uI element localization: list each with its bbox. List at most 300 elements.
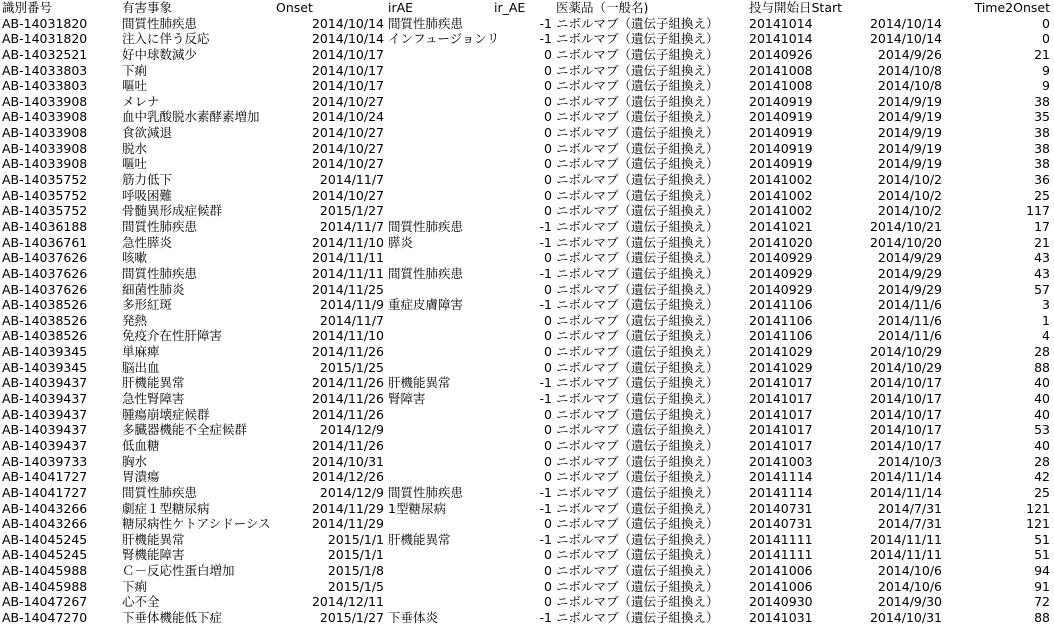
cell-start-code: 20141106 xyxy=(749,312,813,328)
cell-ir-ae: 0 xyxy=(544,250,552,266)
cell-onset: 2014/11/26 xyxy=(311,406,384,422)
cell-adverse-event: 心不全 xyxy=(122,594,160,610)
cell-time2onset: 94 xyxy=(1034,563,1050,579)
cell-drug: ニボルマブ（遺伝子組換え） xyxy=(556,140,719,156)
cell-start-code: 20140919 xyxy=(749,125,813,141)
cell-ir-ae: 0 xyxy=(544,312,552,328)
cell-ir-ae: 0 xyxy=(544,422,552,438)
cell-irae xyxy=(388,47,508,63)
cell-drug: ニボルマブ（遺伝子組換え） xyxy=(556,406,719,422)
cell-id: AB-14039733 xyxy=(2,453,88,469)
cell-drug: ニボルマブ（遺伝子組換え） xyxy=(556,437,719,453)
cell-irae xyxy=(388,282,508,298)
header-adverse-event: 有害事象 xyxy=(122,0,173,15)
table-row xyxy=(0,579,1054,595)
cell-start-date: 2014/9/30 xyxy=(877,594,942,610)
cell-irae xyxy=(388,63,508,79)
cell-onset: 2014/11/10 xyxy=(311,328,384,344)
cell-start-code: 20141006 xyxy=(749,563,813,579)
header-id: 識別番号 xyxy=(2,0,53,15)
cell-drug: ニボルマブ（遺伝子組換え） xyxy=(556,469,719,485)
cell-time2onset: 42 xyxy=(1034,469,1050,485)
cell-adverse-event: 呼吸困難 xyxy=(122,187,173,203)
cell-adverse-event: 間質性肺疾患 xyxy=(122,15,198,31)
cell-start-date: 2014/10/8 xyxy=(877,78,942,94)
cell-drug: ニボルマブ（遺伝子組換え） xyxy=(556,609,719,625)
cell-drug: ニボルマブ（遺伝子組換え） xyxy=(556,578,719,594)
cell-adverse-event: 急性膵炎 xyxy=(122,234,173,250)
cell-start-code: 20140919 xyxy=(749,156,813,172)
cell-ir-ae: 0 xyxy=(544,406,552,422)
cell-onset: 2015/1/25 xyxy=(319,359,384,375)
cell-adverse-event: 免疫介在性肝障害 xyxy=(122,328,223,344)
cell-ir-ae: -1 xyxy=(539,297,552,313)
cell-onset: 2014/11/29 xyxy=(311,500,384,516)
cell-adverse-event: 脳出血 xyxy=(122,359,160,375)
cell-onset: 2015/1/5 xyxy=(327,578,384,594)
cell-irae xyxy=(388,454,508,470)
cell-start-code: 20140930 xyxy=(749,594,813,610)
cell-drug: ニボルマブ（遺伝子組換え） xyxy=(556,15,719,31)
cell-id: AB-14038526 xyxy=(2,297,88,313)
table-row xyxy=(0,454,1054,470)
cell-time2onset: 88 xyxy=(1034,609,1050,625)
table-row xyxy=(0,172,1054,188)
cell-start-date: 2014/10/17 xyxy=(869,391,942,407)
cell-start-date: 2014/7/31 xyxy=(877,516,942,532)
cell-id: AB-14037626 xyxy=(2,265,88,281)
table-row xyxy=(0,516,1054,532)
table-body xyxy=(0,16,1054,626)
cell-start-code: 20141111 xyxy=(749,531,813,547)
cell-time2onset: 17 xyxy=(1034,218,1050,234)
cell-id: AB-14038526 xyxy=(2,328,88,344)
cell-onset: 2015/1/1 xyxy=(327,547,384,563)
cell-time2onset: 0 xyxy=(1042,15,1050,31)
cell-onset: 2015/1/27 xyxy=(319,609,384,625)
cell-irae: 下垂体炎 xyxy=(388,609,439,625)
cell-drug: ニボルマブ（遺伝子組換え） xyxy=(556,62,719,78)
table-row xyxy=(0,63,1054,79)
cell-id: AB-14035752 xyxy=(2,203,88,219)
cell-ir-ae: 0 xyxy=(544,203,552,219)
cell-drug: ニボルマブ（遺伝子組換え） xyxy=(556,172,719,188)
cell-adverse-event: 骨髄異形成症候群 xyxy=(122,203,223,219)
cell-drug: ニボルマブ（遺伝子組換え） xyxy=(556,484,719,500)
cell-ir-ae: -1 xyxy=(539,531,552,547)
cell-start-date: 2014/11/6 xyxy=(877,312,942,328)
cell-start-code: 20141106 xyxy=(749,297,813,313)
cell-onset: 2014/11/11 xyxy=(311,250,384,266)
cell-start-date: 2014/10/29 xyxy=(869,359,942,375)
cell-ir-ae: 0 xyxy=(544,78,552,94)
cell-id: AB-14033803 xyxy=(2,78,88,94)
cell-id: AB-14036188 xyxy=(2,218,88,234)
table-row xyxy=(0,610,1054,626)
cell-ir-ae: -1 xyxy=(539,609,552,625)
cell-drug: ニボルマブ（遺伝子組換え） xyxy=(556,297,719,313)
table-header-row xyxy=(0,0,1054,16)
cell-time2onset: 3 xyxy=(1042,297,1050,313)
cell-drug: ニボルマブ（遺伝子組換え） xyxy=(556,563,719,579)
cell-ir-ae: -1 xyxy=(539,484,552,500)
cell-id: AB-14039437 xyxy=(2,406,88,422)
cell-irae: 肝機能異常 xyxy=(388,531,451,547)
cell-adverse-event: 糖尿病性ケトアシドーシス xyxy=(122,516,271,532)
cell-id: AB-14039345 xyxy=(2,344,88,360)
cell-irae xyxy=(388,203,508,219)
cell-onset: 2014/11/7 xyxy=(319,218,384,234)
cell-start-code: 20141114 xyxy=(749,469,813,485)
table-row xyxy=(0,438,1054,454)
cell-onset: 2014/10/31 xyxy=(311,453,384,469)
cell-adverse-event: 間質性肺疾患 xyxy=(122,265,198,281)
cell-time2onset: 38 xyxy=(1034,140,1050,156)
cell-start-date: 2014/10/14 xyxy=(869,31,942,47)
cell-adverse-event: 食欲減退 xyxy=(122,125,173,141)
cell-adverse-event: 下痢 xyxy=(122,62,148,78)
cell-time2onset: 88 xyxy=(1034,359,1050,375)
cell-irae: 肝機能異常 xyxy=(388,375,451,391)
cell-adverse-event: 単麻痺 xyxy=(122,344,160,360)
cell-irae xyxy=(388,563,508,579)
cell-onset: 2014/11/7 xyxy=(319,312,384,328)
cell-adverse-event: 嘔吐 xyxy=(122,78,148,94)
table-row xyxy=(0,31,1054,47)
cell-onset: 2015/1/8 xyxy=(327,563,384,579)
cell-adverse-event: 筋力低下 xyxy=(122,172,173,188)
cell-time2onset: 21 xyxy=(1034,234,1050,250)
cell-drug: ニボルマブ（遺伝子組換え） xyxy=(556,109,719,125)
cell-drug: ニボルマブ（遺伝子組換え） xyxy=(556,312,719,328)
cell-id: AB-14047267 xyxy=(2,594,88,610)
cell-time2onset: 35 xyxy=(1034,109,1050,125)
cell-onset: 2014/11/11 xyxy=(311,265,384,281)
table-row xyxy=(0,203,1054,219)
cell-start-code: 20141002 xyxy=(749,187,813,203)
cell-drug: ニボルマブ（遺伝子組換え） xyxy=(556,93,719,109)
cell-start-code: 20140926 xyxy=(749,46,813,62)
cell-start-date: 2014/10/17 xyxy=(869,437,942,453)
table-row xyxy=(0,407,1054,423)
cell-irae: 間質性肺疾患 xyxy=(388,265,464,281)
cell-ir-ae: -1 xyxy=(539,391,552,407)
cell-onset: 2014/10/14 xyxy=(311,15,384,31)
cell-start-code: 20141006 xyxy=(749,578,813,594)
cell-adverse-event: 咳嗽 xyxy=(122,250,148,266)
cell-onset: 2014/10/27 xyxy=(311,140,384,156)
cell-ir-ae: 0 xyxy=(544,328,552,344)
cell-irae xyxy=(388,469,508,485)
cell-time2onset: 40 xyxy=(1034,437,1050,453)
cell-start-date: 2014/9/26 xyxy=(877,46,942,62)
cell-irae xyxy=(388,156,508,172)
cell-time2onset: 28 xyxy=(1034,453,1050,469)
cell-time2onset: 53 xyxy=(1034,422,1050,438)
header-drug: 医薬品（一般名) xyxy=(556,0,649,15)
cell-adverse-event: 多臓器機能不全症候群 xyxy=(122,422,248,438)
cell-drug: ニボルマブ（遺伝子組換え） xyxy=(556,46,719,62)
cell-start-date: 2014/10/21 xyxy=(869,218,942,234)
cell-onset: 2014/12/11 xyxy=(311,594,384,610)
cell-onset: 2014/10/27 xyxy=(311,93,384,109)
header-onset: Onset xyxy=(276,0,313,15)
cell-drug: ニボルマブ（遺伝子組換え） xyxy=(556,391,719,407)
cell-id: AB-14036761 xyxy=(2,234,88,250)
cell-ir-ae: 0 xyxy=(544,359,552,375)
cell-start-code: 20140929 xyxy=(749,265,813,281)
cell-irae xyxy=(388,579,508,595)
cell-drug: ニボルマブ（遺伝子組換え） xyxy=(556,31,719,47)
cell-irae xyxy=(388,250,508,266)
cell-drug: ニボルマブ（遺伝子組換え） xyxy=(556,422,719,438)
table-row xyxy=(0,16,1054,32)
cell-id: AB-14039437 xyxy=(2,437,88,453)
cell-start-date: 2014/10/29 xyxy=(869,344,942,360)
table-row xyxy=(0,469,1054,485)
cell-start-code: 20141029 xyxy=(749,359,813,375)
cell-onset: 2014/11/25 xyxy=(311,281,384,297)
cell-drug: ニボルマブ（遺伝子組換え） xyxy=(556,265,719,281)
cell-start-code: 20141029 xyxy=(749,344,813,360)
cell-start-date: 2014/9/19 xyxy=(877,93,942,109)
table-row xyxy=(0,391,1054,407)
cell-ir-ae: 0 xyxy=(544,453,552,469)
cell-start-code: 20141003 xyxy=(749,453,813,469)
cell-irae: 重症皮膚障害 xyxy=(388,297,464,313)
cell-drug: ニボルマブ（遺伝子組換え） xyxy=(556,344,719,360)
cell-onset: 2014/11/26 xyxy=(311,391,384,407)
cell-adverse-event: 脱水 xyxy=(122,140,148,156)
cell-drug: ニボルマブ（遺伝子組換え） xyxy=(556,250,719,266)
cell-id: AB-14041727 xyxy=(2,484,88,500)
cell-time2onset: 38 xyxy=(1034,156,1050,172)
cell-ir-ae: 0 xyxy=(544,344,552,360)
cell-adverse-event: 間質性肺疾患 xyxy=(122,484,198,500)
cell-irae xyxy=(388,188,508,204)
cell-drug: ニボルマブ（遺伝子組換え） xyxy=(556,328,719,344)
cell-time2onset: 40 xyxy=(1034,391,1050,407)
cell-time2onset: 40 xyxy=(1034,375,1050,391)
table-row xyxy=(0,125,1054,141)
cell-start-date: 2014/11/11 xyxy=(869,547,942,563)
cell-adverse-event: 胸水 xyxy=(122,453,148,469)
cell-onset: 2014/10/27 xyxy=(311,187,384,203)
cell-start-date: 2014/10/17 xyxy=(869,422,942,438)
cell-start-date: 2014/9/19 xyxy=(877,109,942,125)
cell-irae xyxy=(388,94,508,110)
cell-time2onset: 38 xyxy=(1034,125,1050,141)
cell-drug: ニボルマブ（遺伝子組換え） xyxy=(556,187,719,203)
cell-irae xyxy=(388,344,508,360)
cell-start-code: 20140731 xyxy=(749,516,813,532)
cell-onset: 2014/10/17 xyxy=(311,62,384,78)
cell-start-code: 20141106 xyxy=(749,328,813,344)
cell-id: AB-14035752 xyxy=(2,187,88,203)
cell-start-date: 2014/10/6 xyxy=(877,578,942,594)
cell-id: AB-14038526 xyxy=(2,312,88,328)
cell-start-code: 20141017 xyxy=(749,406,813,422)
table-row xyxy=(0,47,1054,63)
cell-adverse-event: 急性腎障害 xyxy=(122,391,185,407)
cell-ir-ae: 0 xyxy=(544,109,552,125)
table-row xyxy=(0,94,1054,110)
cell-adverse-event: 胃潰瘍 xyxy=(122,469,160,485)
cell-onset: 2014/11/26 xyxy=(311,437,384,453)
cell-start-date: 2014/7/31 xyxy=(877,500,942,516)
cell-time2onset: 91 xyxy=(1034,578,1050,594)
cell-ir-ae: -1 xyxy=(539,234,552,250)
cell-start-code: 20141008 xyxy=(749,62,813,78)
cell-start-date: 2014/9/19 xyxy=(877,156,942,172)
cell-ir-ae: 0 xyxy=(544,516,552,532)
cell-drug: ニボルマブ（遺伝子組換え） xyxy=(556,78,719,94)
cell-drug: ニボルマブ（遺伝子組換え） xyxy=(556,594,719,610)
table-row xyxy=(0,422,1054,438)
cell-time2onset: 9 xyxy=(1042,62,1050,78)
cell-onset: 2014/10/17 xyxy=(311,78,384,94)
cell-id: AB-14045988 xyxy=(2,563,88,579)
cell-adverse-event: 好中球数減少 xyxy=(122,46,198,62)
cell-start-date: 2014/10/14 xyxy=(869,15,942,31)
header-ir-ae: ir_AE xyxy=(494,0,526,15)
cell-ir-ae: 0 xyxy=(544,594,552,610)
cell-irae: 間質性肺疾患 xyxy=(388,15,464,31)
cell-adverse-event: メレナ xyxy=(122,93,160,109)
table-row xyxy=(0,563,1054,579)
cell-adverse-event: 低血糖 xyxy=(122,437,160,453)
cell-adverse-event: 血中乳酸脱水素酵素増加 xyxy=(122,109,260,125)
cell-start-date: 2014/11/14 xyxy=(869,469,942,485)
table-row xyxy=(0,532,1054,548)
cell-time2onset: 0 xyxy=(1042,31,1050,47)
cell-start-code: 20141017 xyxy=(749,437,813,453)
cell-ir-ae: 0 xyxy=(544,469,552,485)
cell-onset: 2014/11/9 xyxy=(319,297,384,313)
cell-irae: 腎障害 xyxy=(388,391,426,407)
cell-irae xyxy=(388,172,508,188)
cell-ir-ae: -1 xyxy=(539,375,552,391)
cell-adverse-event: 下垂体機能低下症 xyxy=(122,609,223,625)
cell-drug: ニボルマブ（遺伝子組換え） xyxy=(556,516,719,532)
cell-irae xyxy=(388,313,508,329)
cell-id: AB-14033908 xyxy=(2,140,88,156)
cell-onset: 2014/10/17 xyxy=(311,46,384,62)
table-row xyxy=(0,501,1054,517)
cell-adverse-event: 注入に伴う反応 xyxy=(122,31,210,47)
cell-drug: ニボルマブ（遺伝子組換え） xyxy=(556,281,719,297)
table-row xyxy=(0,547,1054,563)
cell-start-date: 2014/10/31 xyxy=(869,609,942,625)
cell-start-code: 20140919 xyxy=(749,93,813,109)
cell-id: AB-14033803 xyxy=(2,62,88,78)
cell-adverse-event: 肝機能異常 xyxy=(122,375,185,391)
cell-ir-ae: 0 xyxy=(544,578,552,594)
cell-time2onset: 121 xyxy=(1026,500,1050,516)
cell-time2onset: 40 xyxy=(1034,406,1050,422)
cell-ir-ae: 0 xyxy=(544,93,552,109)
cell-adverse-event: 多形紅斑 xyxy=(122,297,173,313)
cell-drug: ニボルマブ（遺伝子組換え） xyxy=(556,156,719,172)
cell-drug: ニボルマブ（遺伝子組換え） xyxy=(556,453,719,469)
cell-adverse-event: 発熱 xyxy=(122,312,148,328)
cell-start-code: 20141002 xyxy=(749,172,813,188)
cell-ir-ae: 0 xyxy=(544,187,552,203)
cell-start-date: 2014/10/3 xyxy=(877,453,942,469)
cell-drug: ニボルマブ（遺伝子組換え） xyxy=(556,375,719,391)
cell-start-code: 20141021 xyxy=(749,218,813,234)
cell-id: AB-14035752 xyxy=(2,172,88,188)
cell-onset: 2014/10/14 xyxy=(311,31,384,47)
cell-onset: 2014/11/29 xyxy=(311,516,384,532)
cell-time2onset: 57 xyxy=(1034,281,1050,297)
cell-start-date: 2014/10/20 xyxy=(869,234,942,250)
cell-irae xyxy=(388,328,508,344)
cell-irae xyxy=(388,547,508,563)
cell-start-date: 2014/10/2 xyxy=(877,187,942,203)
cell-irae: 膵炎 xyxy=(388,234,414,250)
cell-onset: 2014/11/26 xyxy=(311,375,384,391)
cell-id: AB-14039437 xyxy=(2,422,88,438)
cell-drug: ニボルマブ（遺伝子組換え） xyxy=(556,234,719,250)
cell-ir-ae: 0 xyxy=(544,563,552,579)
cell-id: AB-14032521 xyxy=(2,46,88,62)
table-row xyxy=(0,328,1054,344)
cell-time2onset: 72 xyxy=(1034,594,1050,610)
table-row xyxy=(0,297,1054,313)
cell-start-date: 2014/10/8 xyxy=(877,62,942,78)
cell-irae xyxy=(388,141,508,157)
cell-drug: ニボルマブ（遺伝子組換え） xyxy=(556,218,719,234)
table-row xyxy=(0,282,1054,298)
cell-irae xyxy=(388,594,508,610)
table-row xyxy=(0,156,1054,172)
cell-start-code: 20141020 xyxy=(749,234,813,250)
cell-time2onset: 43 xyxy=(1034,265,1050,281)
cell-start-code: 20141008 xyxy=(749,78,813,94)
table-row xyxy=(0,344,1054,360)
cell-id: AB-14039437 xyxy=(2,391,88,407)
cell-drug: ニボルマブ（遺伝子組換え） xyxy=(556,531,719,547)
table-row xyxy=(0,219,1054,235)
cell-id: AB-14047270 xyxy=(2,609,88,625)
cell-id: AB-14031820 xyxy=(2,15,88,31)
cell-time2onset: 1 xyxy=(1042,312,1050,328)
cell-start-date: 2014/9/29 xyxy=(877,281,942,297)
cell-adverse-event: 細菌性肺炎 xyxy=(122,281,185,297)
cell-id: AB-14033908 xyxy=(2,109,88,125)
cell-start-code: 20141014 xyxy=(749,15,813,31)
table-row xyxy=(0,250,1054,266)
cell-irae xyxy=(388,438,508,454)
cell-time2onset: 21 xyxy=(1034,46,1050,62)
cell-onset: 2015/1/27 xyxy=(319,203,384,219)
cell-start-date: 2014/11/11 xyxy=(869,531,942,547)
table-row xyxy=(0,266,1054,282)
cell-adverse-event: 腫瘍崩壊症候群 xyxy=(122,406,210,422)
cell-drug: ニボルマブ（遺伝子組換え） xyxy=(556,125,719,141)
cell-adverse-event: 嘔吐 xyxy=(122,156,148,172)
cell-adverse-event: Ｃ－反応性蛋白増加 xyxy=(122,563,235,579)
cell-irae xyxy=(388,109,508,125)
cell-irae: 1型糖尿病 xyxy=(388,500,446,516)
cell-id: AB-14033908 xyxy=(2,156,88,172)
cell-irae xyxy=(388,422,508,438)
cell-adverse-event: 下痢 xyxy=(122,578,148,594)
cell-onset: 2014/12/26 xyxy=(311,469,384,485)
cell-start-date: 2014/9/29 xyxy=(877,250,942,266)
header-start: 投与開始日Start xyxy=(749,0,843,15)
